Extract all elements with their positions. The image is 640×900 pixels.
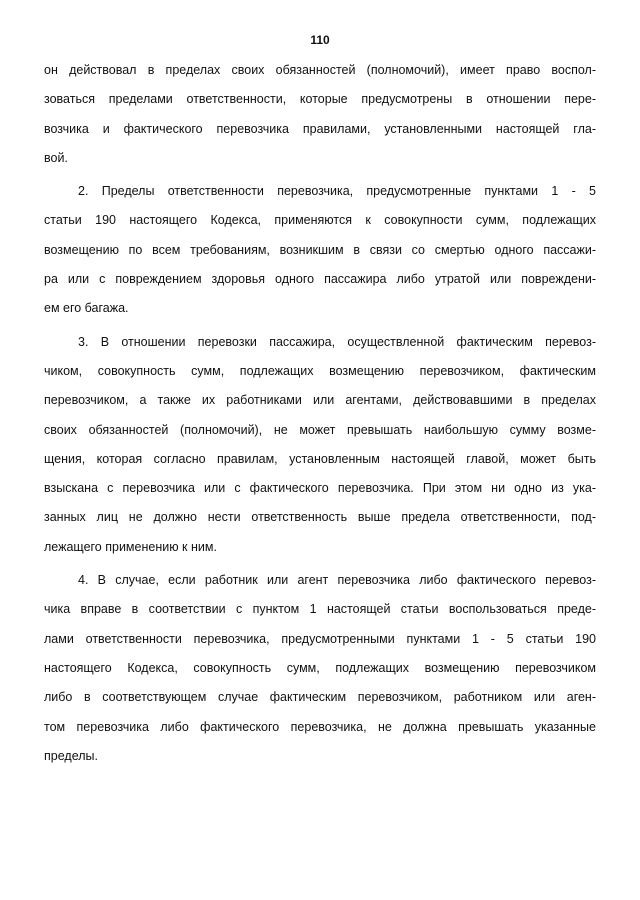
text-line: лежащего применению к ним.: [44, 539, 217, 554]
text-line: он действовал в пределах своих обязанностей (полномочий), имеет право воспол-: [44, 63, 596, 77]
paragraph-1-continuation: [44, 56, 596, 173]
text-line: своих обязанностей (полномочий), не может превышать наибольшую сумму возме-: [44, 422, 596, 437]
text-line: перевозчиком, а также их работниками или агентами, действовавшими в пределах: [44, 393, 596, 408]
page-number: 110: [310, 33, 330, 47]
text-line: 2. Пределы ответственности перевозчика, предусмотренные пунктами 1 - 5: [78, 184, 596, 199]
text-line: занных лиц не должно нести ответственность выше предела ответственности, под-: [44, 510, 596, 525]
text-line: настоящего Кодекса, совокупность сумм, подлежащих возмещению перевозчиком: [44, 660, 596, 675]
text-line: 3. В отношении перевозки пассажира, осуществленной фактическим перевоз-: [78, 334, 596, 349]
text-line: щения, которая согласно правилам, установленным настоящей главой, может быть: [44, 451, 596, 466]
text-line: взыскана с перевозчика или с фактического перевозчика. При этом ни одно из ука-: [44, 481, 596, 496]
text-line: ем его багажа.: [44, 301, 129, 316]
text-line: либо в соответствующем случае фактическим перевозчиком, работником или аген-: [44, 690, 596, 705]
text-line: статьи 190 настоящего Кодекса, применяются к совокупности сумм, подлежащих: [44, 213, 596, 228]
text-line: вой.: [44, 150, 68, 165]
text-line: том перевозчика либо фактического перевозчика, не должна превышать указанные: [44, 719, 596, 734]
text-line: 4. В случае, если работник или агент перевозчика либо фактического перевоз-: [78, 573, 596, 588]
text-line: возмещению по всем требованиям, возникшим в связи со смертью одного пассажи-: [44, 242, 596, 257]
paragraph-4: [44, 566, 596, 771]
text-line: лами ответственности перевозчика, предусмотренными пунктами 1 - 5 статьи 190: [44, 631, 596, 646]
paragraph-3: [44, 328, 596, 562]
paragraph-2: [44, 177, 596, 323]
document-body: [44, 56, 596, 771]
text-line: чика вправе в соответствии с пунктом 1 настоящей статьи воспользоваться преде-: [44, 602, 596, 617]
text-line: чиком, совокупность сумм, подлежащих возмещению перевозчиком, фактическим: [44, 363, 596, 378]
text-line: пределы.: [44, 748, 98, 763]
text-line: ра или с повреждением здоровья одного пассажира либо утратой или повреждени-: [44, 272, 596, 287]
text-line: возчика и фактического перевозчика правилами, установленными настоящей гла-: [44, 121, 596, 136]
text-line: зоваться пределами ответственности, которые предусмотрены в отношении пере-: [44, 92, 596, 107]
